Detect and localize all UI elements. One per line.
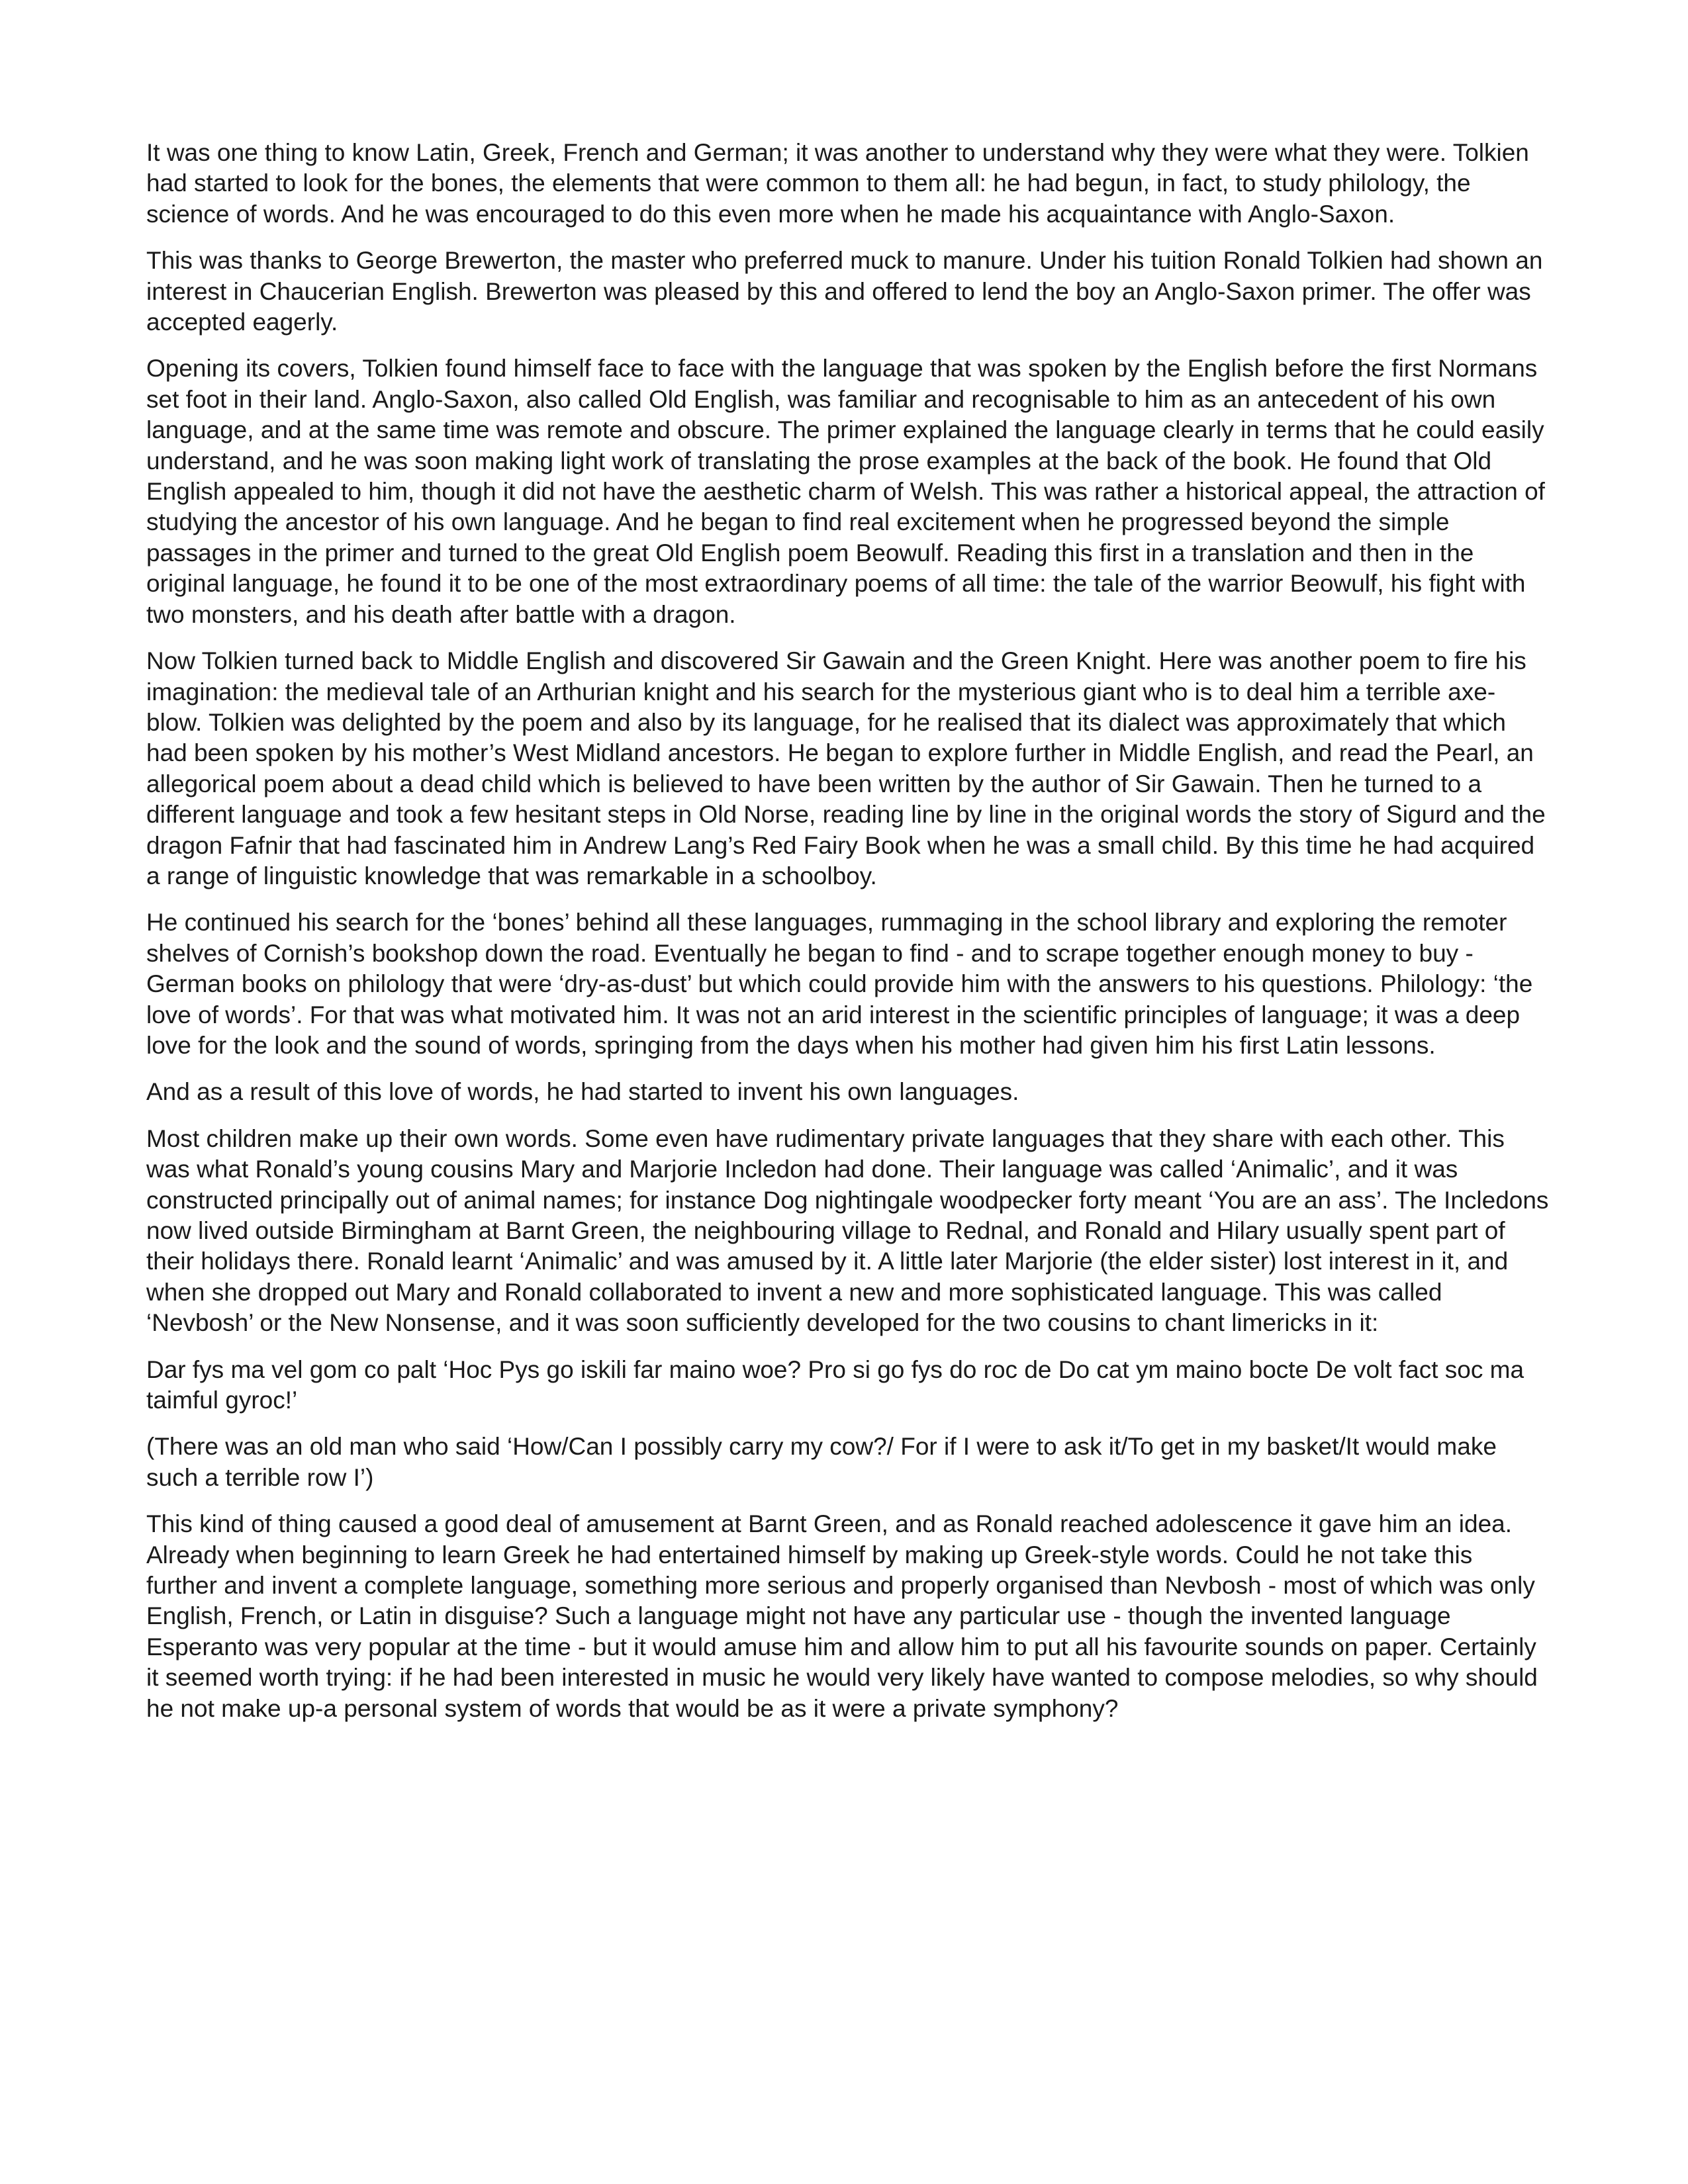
paragraph-10: This kind of thing caused a good deal of amusement at Barnt Green, and as Ronald reached adolescence it gave him an idea. Already when beginning to learn Greek he had entertained himself by making up Greek-style words. Could he not take this further and invent a complete language, something more serious and properly organised than Nevbosh - most of which was only English, French, or Latin in disguise? Such a language might not have any particular use - though the invented language Esperanto was very popular at the time - but it would amuse him and allow him to put all his favourite sounds on paper. Certainly it seemed worth trying: if he had been interested in music he would very likely have wanted to compose melodies, so why should he not make up-a personal system of words that would be as it were a private symphony? [146,1510,1538,1722]
paragraph-2: This was thanks to George Brewerton, the master who preferred muck to manure. Under his tuition Ronald Tolkien had shown an interest in Chaucerian English. Brewerton was pleased by this and offered to lend the boy an Anglo-Saxon primer. The offer was accepted eagerly. [146,247,1543,336]
paragraph-6: And as a result of this love of words, he had started to invent his own languages. [146,1078,1019,1106]
limerick-translation: (There was an old man who said ‘How/Can I possibly carry my cow?/ For if I were to ask it/To get in my basket/It would make such a terrible row I’) [146,1433,1497,1491]
paragraph-4: Now Tolkien turned back to Middle English and discovered Sir Gawain and the Green Knight. Here was another poem to fire his imagination: the medieval tale of an Arthurian knight and his search for the mysterious giant who is to deal him a terrible axe-blow. Tolkien was delighted by the poem and also by its language, for he realised that its dialect was approximately that which had been spoken by his mother’s West Midland ancestors. He began to explore further in Middle English, and read the Pearl, an allegorical poem about a dead child which is believed to have been written by the author of Sir Gawain. Then he turned to a different language and took a few hesitant steps in Old Norse, reading line by line in the original words the story of Sigurd and the dragon Fafnir that had fascinated him in Andrew Lang’s Red Fairy Book when he was a small child. By this time he had acquired a range of linguistic knowledge that was remarkable in a schoolboy. [146,647,1546,889]
document-page [146,138,1550,1740]
nevbosh-limerick: Dar fys ma vel gom co palt ‘Hoc Pys go iskili far maino woe? Pro si go fys do roc de Do cat ym maino bocte De volt fact soc ma taimful gyroc!’ [146,1355,1524,1414]
paragraph-7: Most children make up their own words. Some even have rudimentary private languages that they share with each other. This was what Ronald’s young cousins Mary and Marjorie Incledon had done. Their language was called ‘Animalic’, and it was constructed principally out of animal names; for instance Dog nightingale woodpecker forty meant ‘You are an ass’. The Incledons now lived outside Birmingham at Barnt Green, the neighbouring village to Rednal, and Ronald and Hilary usually spent part of their holidays there. Ronald learnt ‘Animalic’ and was amused by it. A little later Marjorie (the elder sister) lost interest in it, and when she dropped out Mary and Ronald collaborated to invent a new and more sophisticated language. This was called ‘Nevbosh’ or the New Nonsense, and it was soon sufficiently developed for the two cousins to chant limericks in it: [146,1124,1549,1337]
paragraph-3: Opening its covers, Tolkien found himself face to face with the language that was spoken by the English before the first Normans set foot in their land. Anglo-Saxon, also called Old English, was familiar and recognisable to him as an antecedent of his own language, and at the same time was remote and obscure. The primer explained the language clearly in terms that he could easily understand, and he was soon making light work of translating the prose examples at the back of the book. He found that Old English appealed to him, though it did not have the aesthetic charm of Welsh. This was rather a historical appeal, the attraction of studying the ancestor of his own language. And he began to find real excitement when he progressed beyond the simple passages in the primer and turned to the great Old English poem Beowulf. Reading this first in a translation and then in the original language, he found it to be one of the most extraordinary poems of all time: the tale of the warrior Beowulf, his fight with two monsters, and his death after battle with a dragon. [146,355,1545,628]
paragraph-5: He continued his search for the ‘bones’ behind all these languages, rummaging in the school library and exploring the remoter shelves of Cornish’s bookshop down the road. Eventually he began to find - and to scrape together enough money to buy - German books on philology that were ‘dry-as-dust’ but which could provide him with the answers to his questions. Philology: ‘the love of words’. For that was what motivated him. It was not an arid interest in the scientific principles of language; it was a deep love for the look and the sound of words, springing from the days when his mother had given him his first Latin lessons. [146,909,1533,1059]
paragraph-1: It was one thing to know Latin, Greek, French and German; it was another to understand why they were what they were. Tolkien had started to look for the bones, the elements that were common to them all: he had begun, in fact, to study philology, the science of words. And he was encouraged to do this even more when he made his acquaintance with Anglo-Saxon. [146,139,1529,228]
